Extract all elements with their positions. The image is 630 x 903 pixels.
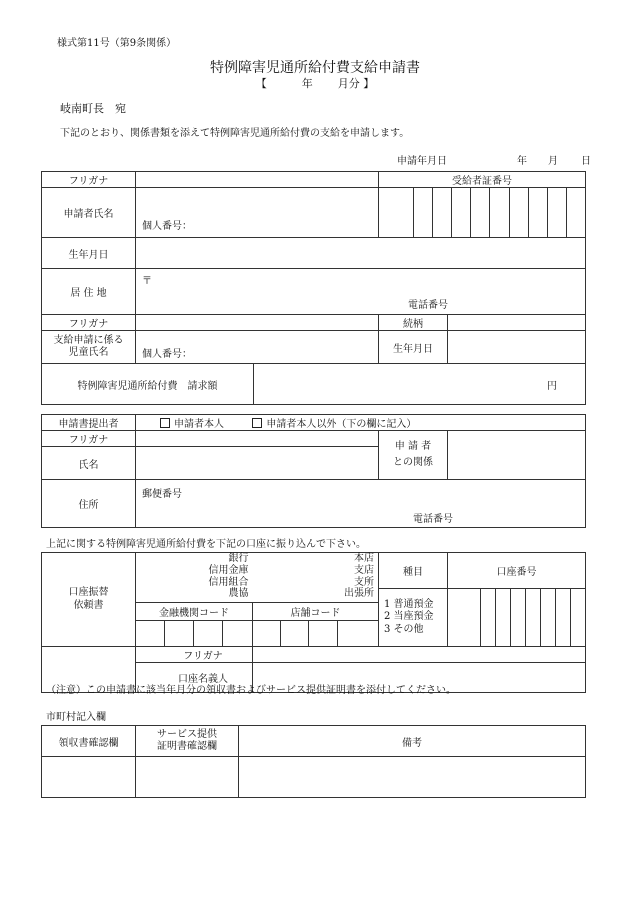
municipal-table bbox=[41, 725, 586, 798]
submitter-name-label: 氏名 bbox=[42, 447, 136, 480]
date-year: 年 bbox=[517, 156, 527, 167]
period-close: 】 bbox=[363, 77, 375, 90]
relation-label-1: 申 請 者 bbox=[394, 440, 432, 452]
submitter-relation-field[interactable] bbox=[448, 431, 586, 480]
applicant-address-field[interactable] bbox=[136, 269, 586, 315]
bank-label bbox=[42, 553, 136, 647]
receipt-check-label: 領収書確認欄 bbox=[42, 726, 136, 757]
submitter-relation-label bbox=[379, 431, 448, 480]
date-label: 申請年月日 bbox=[397, 156, 447, 167]
submitter-name-field[interactable] bbox=[136, 447, 379, 480]
account-no-digits[interactable] bbox=[448, 589, 586, 647]
submitter-furigana-field[interactable] bbox=[136, 431, 379, 447]
period-line bbox=[0, 75, 630, 91]
applicant-address-label: 居 住 地 bbox=[42, 269, 136, 315]
recipient-cert-digits[interactable] bbox=[379, 188, 586, 238]
applicant-birth-label: 生年月日 bbox=[42, 238, 136, 269]
account-no-label: 口座番号 bbox=[448, 553, 586, 589]
inst-type-kumiai: 信用組合 bbox=[208, 576, 249, 588]
child-name-field[interactable] bbox=[136, 331, 379, 364]
branch-code-digit-3[interactable] bbox=[309, 620, 338, 646]
submitter-label: 申請書提出者 bbox=[42, 415, 136, 431]
bank-label-bottom bbox=[42, 647, 136, 663]
child-relation-field[interactable] bbox=[448, 315, 586, 331]
applicant-personal-no: 個人番号： bbox=[142, 221, 192, 232]
inst-type-nokyo: 農協 bbox=[228, 588, 249, 600]
inst-types bbox=[136, 553, 249, 600]
attachment-note: （注意）この申請書に該当年月分の領収書およびサービス提供証明書を添付してください。 bbox=[46, 685, 456, 696]
self-checkbox[interactable] bbox=[160, 418, 170, 428]
relation-label-2: との関係 bbox=[393, 457, 433, 468]
kind-ordinary: 1 普通預金 bbox=[384, 599, 434, 611]
date-month: 月 bbox=[548, 156, 558, 167]
inst-code-digit-4[interactable] bbox=[223, 620, 253, 646]
inst-code-digit-1[interactable] bbox=[136, 620, 165, 646]
bank-label-1: 口座振替 bbox=[68, 587, 109, 599]
inst-code-digit-2[interactable] bbox=[165, 620, 194, 646]
applicant-furigana-field[interactable] bbox=[136, 172, 379, 188]
remarks-field[interactable] bbox=[239, 757, 586, 798]
municipal-heading: 市町村記入欄 bbox=[46, 712, 106, 723]
child-name-label bbox=[42, 331, 136, 364]
kind-other: 3 その他 bbox=[384, 623, 424, 635]
applicant-name-field[interactable] bbox=[136, 188, 379, 238]
branch-types bbox=[253, 553, 375, 600]
form-title: 特例障害児通所給付費支給申請書 bbox=[210, 60, 420, 76]
submitter-furigana-label: フリガナ bbox=[42, 431, 136, 447]
child-furigana-label: フリガナ bbox=[42, 315, 136, 331]
kind-label: 種目 bbox=[379, 553, 448, 589]
submitter-address-field[interactable] bbox=[136, 480, 586, 528]
submitter-address-label: 住所 bbox=[42, 480, 136, 528]
child-name-label-1: 支給申請に係る bbox=[53, 334, 124, 346]
applicant-birth-field[interactable] bbox=[136, 238, 586, 269]
other-checkbox[interactable] bbox=[252, 418, 262, 428]
addressee: 岐南町長 宛 bbox=[60, 102, 126, 115]
kind-options[interactable] bbox=[379, 589, 448, 647]
applicant-phone-label: 電話番号 bbox=[408, 300, 448, 311]
child-name-label-2: 児童氏名 bbox=[68, 347, 109, 358]
child-birth-field[interactable] bbox=[448, 331, 586, 364]
submitter-options bbox=[136, 415, 586, 431]
child-furigana-field[interactable] bbox=[136, 315, 379, 331]
bank-table bbox=[41, 552, 586, 693]
child-personal-no: 個人番号： bbox=[142, 349, 192, 360]
branch-type-main: 本店 bbox=[354, 553, 374, 564]
submitter-table bbox=[41, 414, 586, 528]
intro-text: 下記のとおり、関係書類を添えて特例障害児通所給付費の支給を申請します。 bbox=[60, 128, 410, 139]
service-check-label bbox=[136, 726, 239, 757]
claim-label: 特例障害児通所給付費 請求額 bbox=[42, 364, 254, 405]
inst-name-field[interactable] bbox=[136, 553, 253, 603]
service-check-field[interactable] bbox=[136, 757, 239, 798]
form-number: 様式第11号（第9条関係） bbox=[57, 38, 177, 49]
period-open: 【 bbox=[255, 77, 267, 90]
child-relation-label: 続柄 bbox=[379, 315, 448, 331]
account-digit-boxes bbox=[448, 589, 585, 646]
period-month: 月分 bbox=[337, 77, 360, 90]
applicant-name-label: 申請者氏名 bbox=[42, 188, 136, 238]
inst-type-shinkin: 信用金庫 bbox=[208, 564, 249, 576]
inst-code-label: 金融機関コード bbox=[136, 602, 253, 620]
period-year: 年 bbox=[301, 77, 313, 90]
branch-code-label: 店舗コード bbox=[253, 602, 379, 620]
submitter-postal-label: 郵便番号 bbox=[142, 489, 182, 500]
child-birth-label: 生年月日 bbox=[379, 331, 448, 364]
holder-furigana-field[interactable] bbox=[253, 647, 586, 663]
bank-label-2: 依頼書 bbox=[73, 599, 104, 611]
branch-type-sub: 支所 bbox=[354, 576, 374, 588]
branch-code-digit-2[interactable] bbox=[281, 620, 309, 646]
digit-boxes bbox=[379, 188, 585, 237]
submitter-phone-label: 電話番号 bbox=[413, 514, 453, 525]
claim-unit: 円 bbox=[547, 380, 557, 392]
branch-code-digit-1[interactable] bbox=[253, 620, 281, 646]
claim-table bbox=[41, 363, 586, 405]
self-option-label: 申請者本人 bbox=[174, 419, 224, 430]
holder-furigana-label: フリガナ bbox=[136, 647, 253, 663]
branch-code-digit-4[interactable] bbox=[338, 620, 379, 646]
branch-type-branch: 支店 bbox=[354, 564, 374, 576]
remarks-label: 備考 bbox=[239, 726, 586, 757]
applicant-furigana-label: フリガナ bbox=[42, 172, 136, 188]
receipt-check-field[interactable] bbox=[42, 757, 136, 798]
recipient-cert-label: 受給者証番号 bbox=[379, 172, 586, 188]
other-option-label: 申請者本人以外（下の欄に記入） bbox=[266, 419, 417, 430]
service-check-label-2: 証明書確認欄 bbox=[157, 741, 217, 752]
date-day: 日 bbox=[581, 156, 591, 167]
applicant-table bbox=[41, 171, 586, 364]
postal-mark: 〒 bbox=[142, 276, 152, 287]
kind-current: 2 当座預金 bbox=[384, 611, 434, 623]
inst-type-bank: 銀行 bbox=[228, 553, 249, 564]
service-check-label-1: サービス提供 bbox=[157, 728, 217, 740]
inst-code-digit-3[interactable] bbox=[194, 620, 223, 646]
branch-type-office: 出張所 bbox=[344, 588, 374, 600]
transfer-note: 上記に関する特例障害児通所給付費を下記の口座に振り込んで下さい。 bbox=[46, 539, 366, 550]
holder-label: 口座名義人 bbox=[136, 663, 253, 693]
claim-amount-field[interactable] bbox=[254, 364, 586, 405]
branch-name-field[interactable] bbox=[253, 553, 379, 603]
